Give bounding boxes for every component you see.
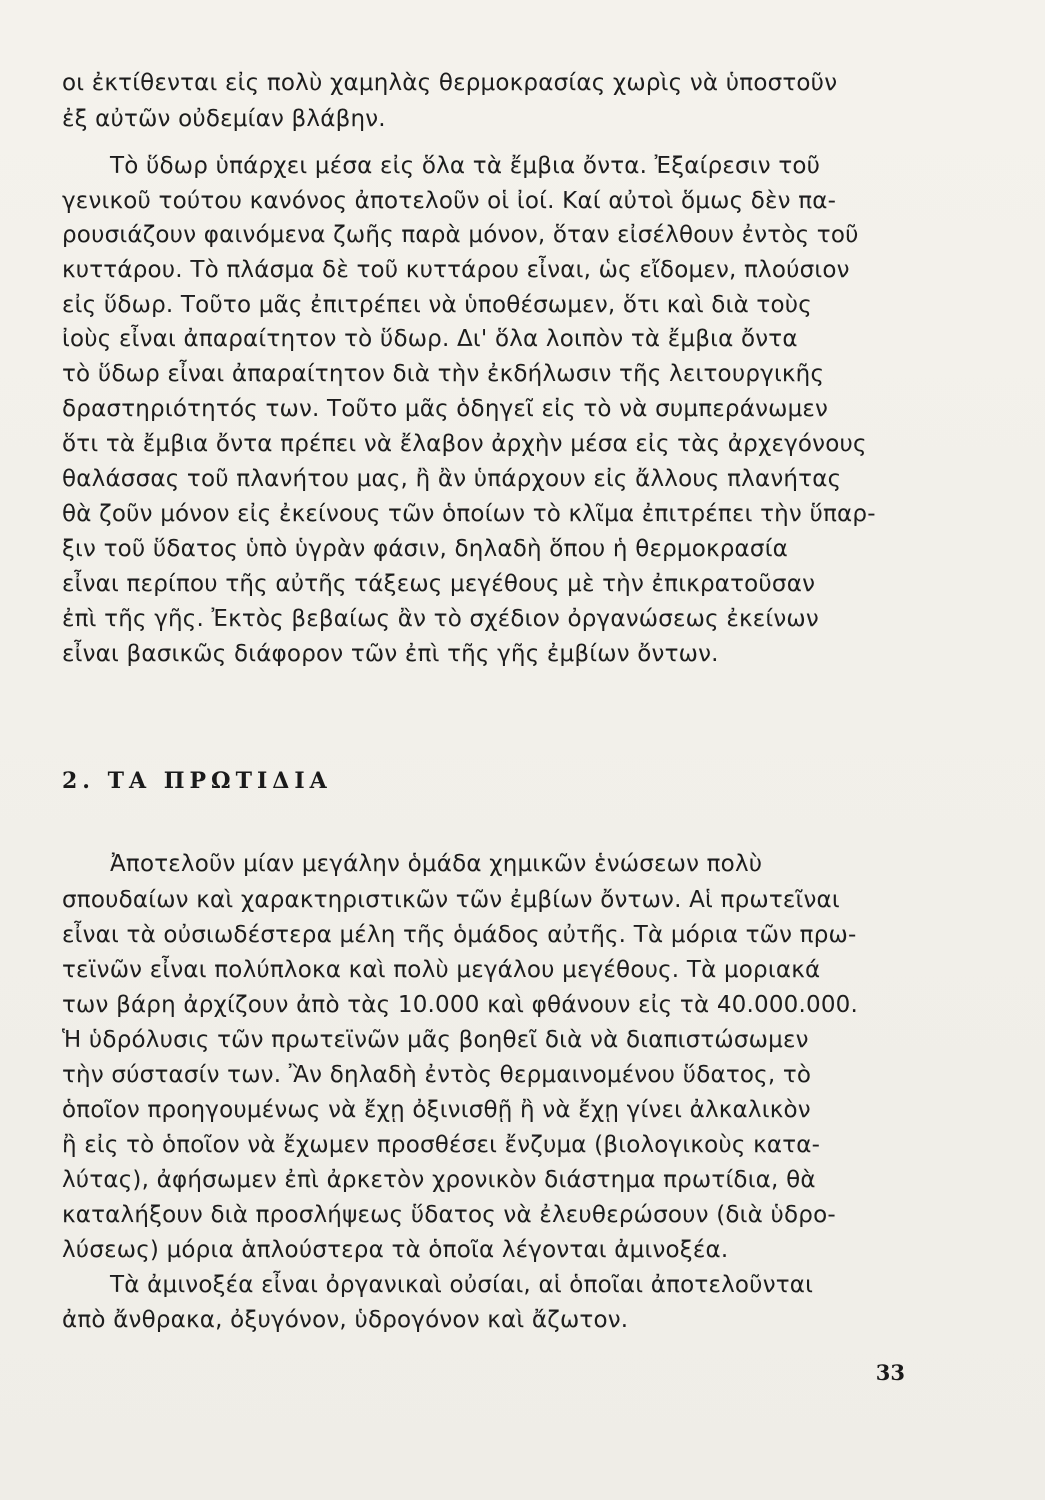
text-line: Τὰ ἀμινοξέα εἶναι ὀργανικαὶ οὐσίαι, αἱ ὁποῖαι ἀποτελοῦνται bbox=[110, 1272, 814, 1298]
text-line: ὅτι τὰ ἔμβια ὄντα πρέπει νὰ ἔλαβον ἀρχὴν μέσα εἰς τὰς ἀρχεγόνους bbox=[62, 431, 867, 457]
text-line: οι ἐκτίθενται εἰς πολὺ χαμηλὰς θερμοκρασίας χωρὶς νὰ ὑποστοῦν bbox=[62, 70, 838, 96]
text-line: δραστηριότητός των. Τοῦτο μᾶς ὁδηγεῖ εἰς τὸ νὰ συμπεράνωμεν bbox=[62, 396, 829, 422]
section-heading: 2. ΤΑ ΠΡΩΤΙΔΙΑ bbox=[62, 768, 332, 794]
text-line: ξιν τοῦ ὕδατος ὑπὸ ὑγρὰν φάσιν, δηλαδὴ ὅπου ἡ θερμοκρασία bbox=[62, 536, 789, 562]
text-line: Ἀποτελοῦν μίαν μεγάλην ὁμάδα χημικῶν ἑνώσεων πολὺ bbox=[110, 851, 763, 877]
text-line: ἀπὸ ἄνθρακα, ὀξυγόνον, ὑδρογόνον καὶ ἄζωτον. bbox=[62, 1307, 629, 1333]
text-line: εἶναι τὰ οὐσιωδέστερα μέλη τῆς ὁμάδος αὐτῆς. Τὰ μόρια τῶν πρω- bbox=[62, 922, 857, 948]
text-line: εἰς ὕδωρ. Τοῦτο μᾶς ἐπιτρέπει νὰ ὑποθέσωμεν, ὅτι καὶ διὰ τοὺς bbox=[62, 292, 812, 318]
text-line: των βάρη ἀρχίζουν ἀπὸ τὰς 10.000 καὶ φθάνουν εἰς τὰ 40.000.000. bbox=[62, 992, 859, 1018]
text-line: λύτας), ἀφήσωμεν ἐπὶ ἀρκετὸν χρονικὸν διάστημα πρωτίδια, θὰ bbox=[62, 1167, 816, 1193]
text-line: θαλάσσας τοῦ πλανήτου μας, ἢ ἂν ὑπάρχουν εἰς ἄλλους πλανήτας bbox=[62, 466, 842, 492]
text-line: καταλήξουν διὰ προσλήψεως ὕδατος νὰ ἐλευθερώσουν (διὰ ὑδρο- bbox=[62, 1202, 836, 1228]
text-line: ἢ εἰς τὸ ὁποῖον νὰ ἔχωμεν προσθέσει ἔνζυμα (βιολογικοὺς κατα- bbox=[62, 1132, 821, 1158]
text-line: ρουσιάζουν φαινόμενα ζωῆς παρὰ μόνον, ὅταν εἰσέλθουν ἐντὸς τοῦ bbox=[62, 222, 859, 248]
text-line: Ἡ ὑδρόλυσις τῶν πρωτεϊνῶν μᾶς βοηθεῖ διὰ νὰ διαπιστώσωμεν bbox=[62, 1027, 809, 1053]
text-line: κυττάρου. Τὸ πλάσμα δὲ τοῦ κυττάρου εἶναι, ὡς εἴδομεν, πλούσιον bbox=[62, 257, 850, 283]
page-number: 33 bbox=[875, 1360, 905, 1385]
text-line: εἶναι βασικῶς διάφορον τῶν ἐπὶ τῆς γῆς ἐμβίων ὄντων. bbox=[62, 641, 719, 667]
text-line: λύσεως) μόρια ἁπλούστερα τὰ ὁποῖα λέγονται ἀμινοξέα. bbox=[62, 1237, 729, 1263]
text-line: εἶναι περίπου τῆς αὐτῆς τάξεως μεγέθους μὲ τὴν ἐπικρατοῦσαν bbox=[62, 571, 816, 597]
text-line: τεϊνῶν εἶναι πολύπλοκα καὶ πολὺ μεγάλου μεγέθους. Τὰ μοριακά bbox=[62, 957, 821, 983]
text-line: θὰ ζοῦν μόνον εἰς ἐκείνους τῶν ὁποίων τὸ κλῖμα ἐπιτρέπει τὴν ὕπαρ- bbox=[62, 501, 876, 527]
text-line: ἰοὺς εἶναι ἀπαραίτητον τὸ ὕδωρ. Δι' ὅλα λοιπὸν τὰ ἔμβια ὄντα bbox=[62, 326, 798, 352]
text-line: ὁποῖον προηγουμένως νὰ ἔχῃ ὀξινισθῇ ἢ νὰ ἔχῃ γίνει ἀλκαλικὸν bbox=[62, 1097, 811, 1123]
text-line: σπουδαίων καὶ χαρακτηριστικῶν τῶν ἐμβίων ὄντων. Αἱ πρωτεῖναι bbox=[62, 887, 840, 913]
text-line: ἐξ αὐτῶν οὐδεμίαν βλάβην. bbox=[62, 106, 386, 132]
text-line: ἐπὶ τῆς γῆς. Ἐκτὸς βεβαίως ἂν τὸ σχέδιον ὀργανώσεως ἐκείνων bbox=[62, 606, 819, 632]
text-line: τὴν σύστασίν των. Ἂν δηλαδὴ ἐντὸς θερμαινομένου ὕδατος, τὸ bbox=[62, 1062, 812, 1088]
text-line: γενικοῦ τούτου κανόνος ἀποτελοῦν οἱ ἰοί. Καί αὐτοὶ ὅμως δὲν πα- bbox=[62, 188, 837, 214]
text-line: τὸ ὕδωρ εἶναι ἀπαραίτητον διὰ τὴν ἐκδήλωσιν τῆς λειτουργικῆς bbox=[62, 361, 825, 387]
text-line: Τὸ ὕδωρ ὑπάρχει μέσα εἰς ὅλα τὰ ἔμβια ὄντα. Ἐξαίρεσιν τοῦ bbox=[110, 153, 821, 179]
